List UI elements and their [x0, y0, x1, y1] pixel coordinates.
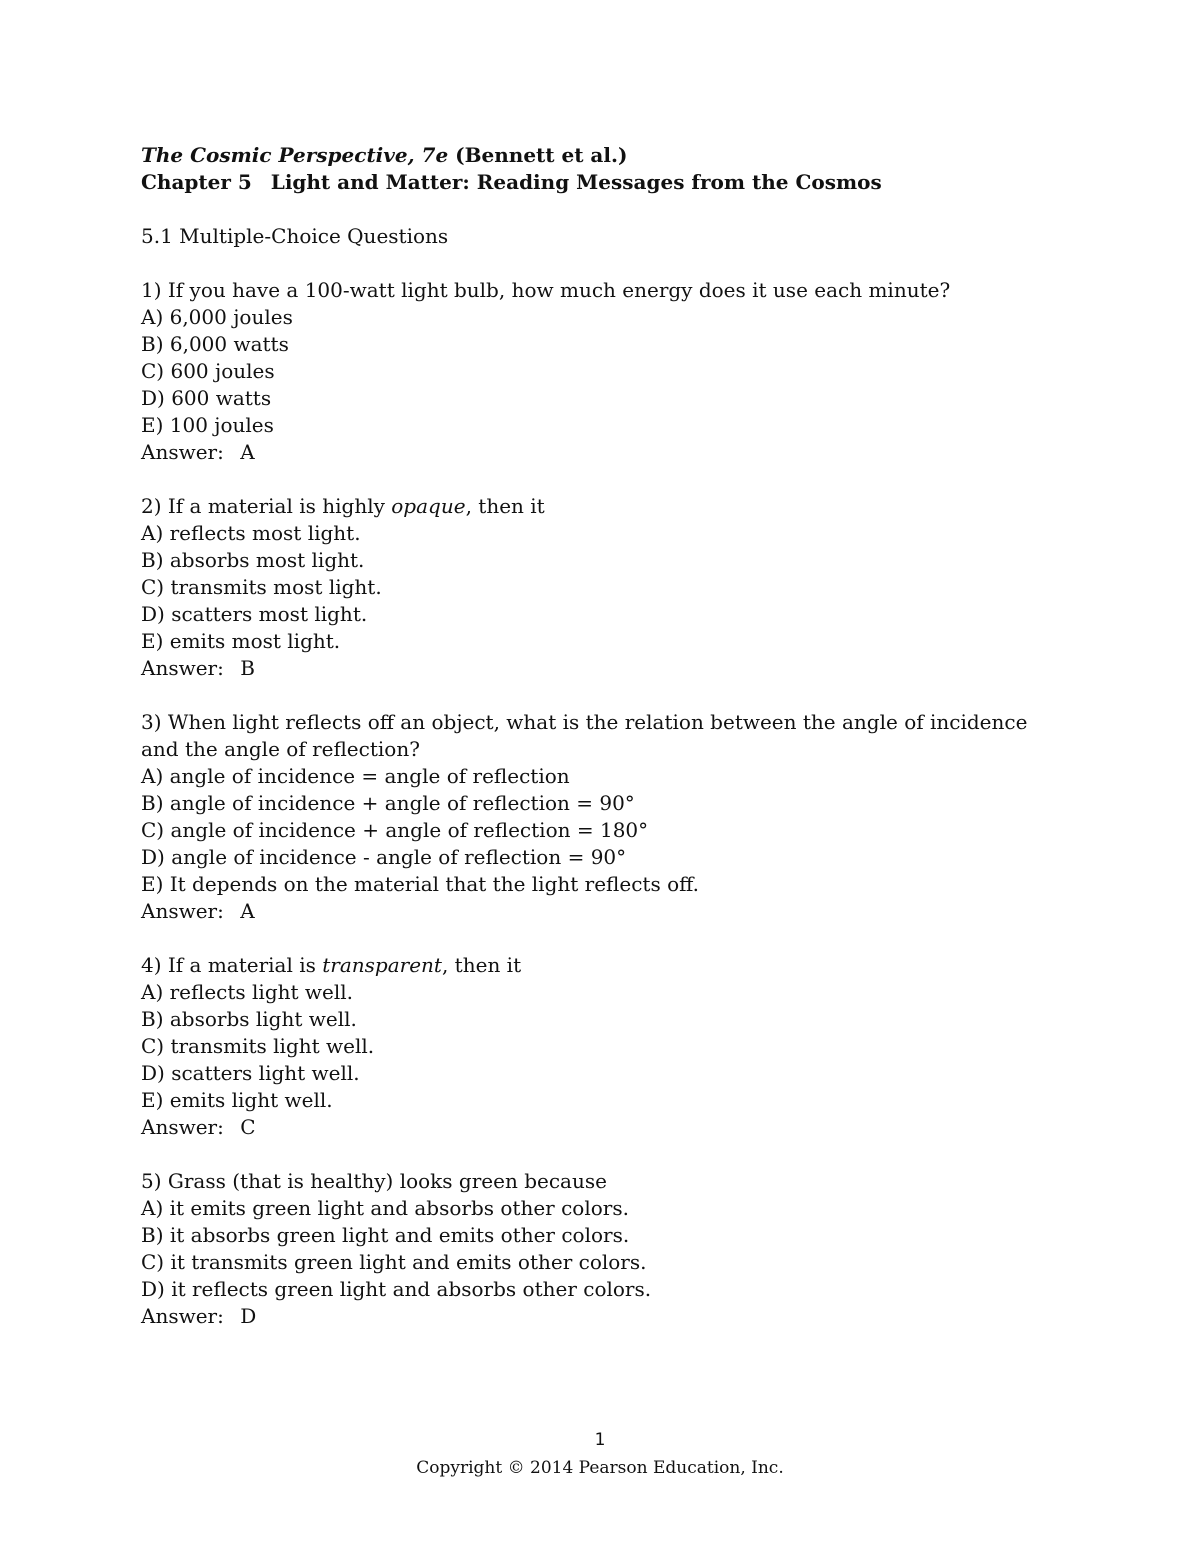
chapter-heading — [141, 169, 1061, 196]
choice-d: D) angle of incidence - angle of reflection = 90° — [141, 845, 627, 869]
answer-value: A — [240, 440, 255, 464]
answer-label: Answer: — [141, 440, 224, 464]
choice-c: C) transmits most light. — [141, 575, 382, 599]
answer-line — [141, 898, 1061, 925]
answer-value: A — [240, 899, 255, 923]
question-3 — [141, 709, 1061, 925]
question-5 — [141, 1168, 1061, 1330]
answer-label: Answer: — [141, 899, 224, 923]
book-authors: (Bennett et al.) — [455, 143, 628, 167]
question-2 — [141, 493, 1061, 682]
choice-b: B) it absorbs green light and emits other colors. — [141, 1223, 630, 1247]
question-text: 2) If a material is highly opaque, then it — [141, 494, 545, 518]
choice-e: E) 100 joules — [141, 413, 274, 437]
answer-line — [141, 1303, 1061, 1330]
question-text: 4) If a material is transparent, then it — [141, 953, 522, 977]
choice-a: A) 6,000 joules — [141, 305, 293, 329]
section-heading: 5.1 Multiple-Choice Questions — [141, 224, 449, 248]
choice-c: C) angle of incidence + angle of reflection = 180° — [141, 818, 649, 842]
answer-label: Answer: — [141, 656, 224, 680]
question-text: 3) When light reflects off an object, what is the relation between the angle of incidence and the angle of reflection? — [141, 710, 1028, 761]
choice-b: B) angle of incidence + angle of reflection = 90° — [141, 791, 635, 815]
choice-d: D) 600 watts — [141, 386, 272, 410]
answer-value: C — [240, 1115, 256, 1139]
choice-e: E) emits most light. — [141, 629, 341, 653]
emphasized-term: transparent — [322, 953, 442, 977]
book-title-line — [141, 142, 1061, 169]
answer-label: Answer: — [141, 1115, 224, 1139]
choice-a: A) angle of incidence = angle of reflection — [141, 764, 570, 788]
choice-c: C) 600 joules — [141, 359, 275, 383]
choice-a: A) it emits green light and absorbs other colors. — [141, 1196, 629, 1220]
choice-d: D) scatters most light. — [141, 602, 368, 626]
choice-e: E) emits light well. — [141, 1088, 333, 1112]
choice-c: C) it transmits green light and emits other colors. — [141, 1250, 647, 1274]
emphasized-term: opaque — [391, 494, 466, 518]
choice-a: A) reflects light well. — [141, 980, 354, 1004]
chapter-number: Chapter 5 — [141, 170, 252, 194]
page-number: 1 — [594, 1430, 606, 1450]
choice-d: D) scatters light well. — [141, 1061, 360, 1085]
choice-c: C) transmits light well. — [141, 1034, 375, 1058]
choice-a: A) reflects most light. — [141, 521, 361, 545]
choice-e: E) It depends on the material that the light reflects off. — [141, 872, 699, 896]
answer-value: B — [240, 656, 255, 680]
question-1 — [141, 277, 1061, 466]
copyright-notice: Copyright © 2014 Pearson Education, Inc. — [416, 1458, 784, 1478]
question-4 — [141, 952, 1061, 1141]
book-title: The Cosmic Perspective, 7e — [141, 143, 449, 167]
question-text: 5) Grass (that is healthy) looks green because — [141, 1169, 607, 1193]
answer-line — [141, 655, 1061, 682]
answer-line — [141, 1114, 1061, 1141]
answer-label: Answer: — [141, 1304, 224, 1328]
choice-d: D) it reflects green light and absorbs other colors. — [141, 1277, 652, 1301]
chapter-title: Light and Matter: Reading Messages from the Cosmos — [270, 170, 882, 194]
page-content — [141, 142, 1061, 1330]
answer-value: D — [240, 1304, 257, 1328]
choice-b: B) absorbs most light. — [141, 548, 365, 572]
question-text: 1) If you have a 100-watt light bulb, how much energy does it use each minute? — [141, 278, 951, 302]
choice-b: B) absorbs light well. — [141, 1007, 357, 1031]
answer-line — [141, 439, 1061, 466]
choice-b: B) 6,000 watts — [141, 332, 289, 356]
